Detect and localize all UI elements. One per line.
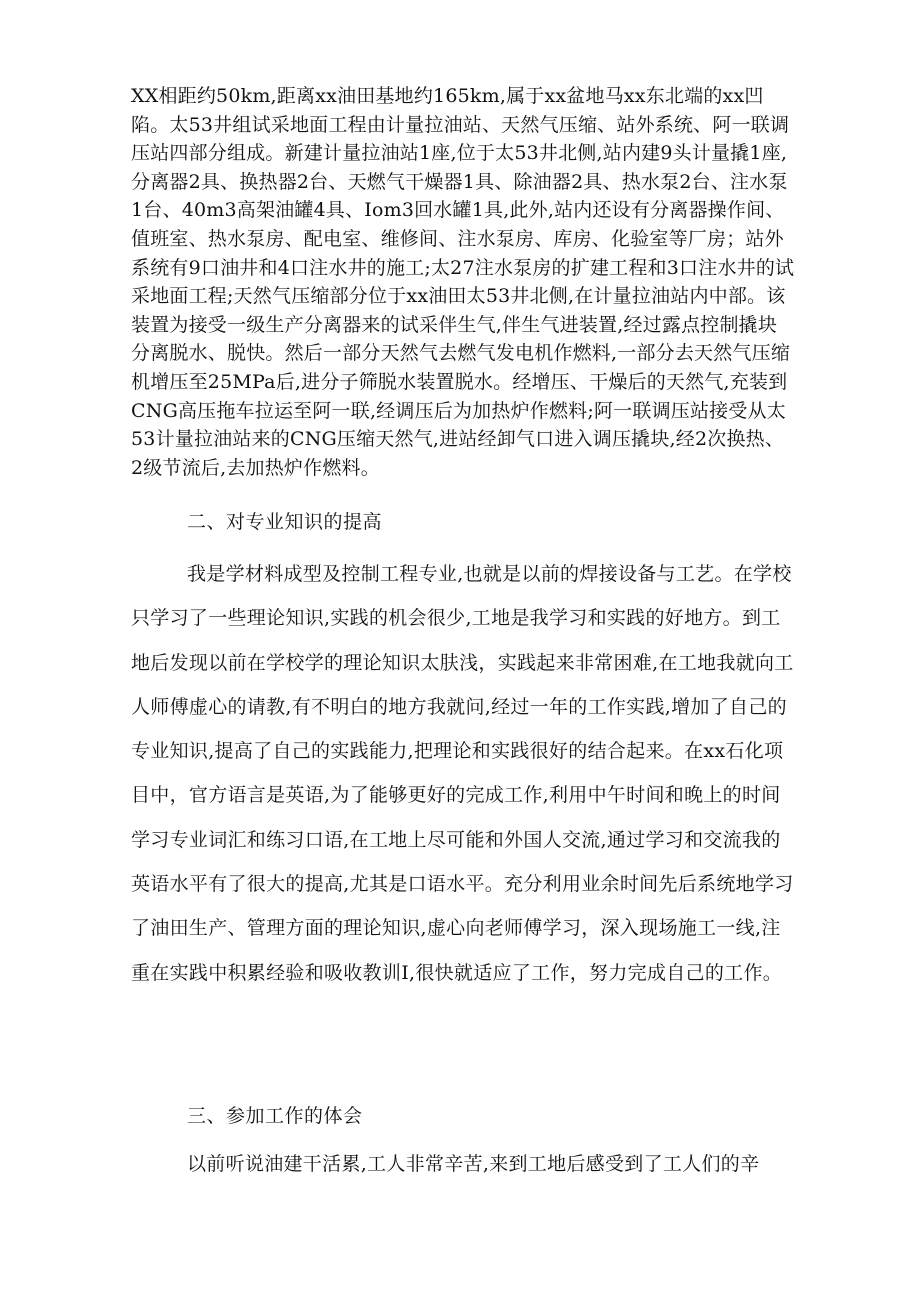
body-paragraph-professional-knowledge: 我是学材料成型及控制工程专业,也就是以前的焊接设备与工艺。在学校只学习了一些理论知识,实践的机会很少,工地是我学习和实践的好地方。到工地后发现以前在学校学的理论知识太肤浅，实践起来非常困难,在工地我就向工人师傅虚心的请教,有不明白的地方我就问,经过一年的工作实践,增加了自己的专业知识,提高了自己的实践能力,把理论和实践很好的结合起来。在xx石化项目中，官方语言是英语,为了能够更好的完成工作,利用中午时间和晚上的时间学习专业词汇和练习口语,在工地上尽可能和外国人交流,通过学习和交流我的英语水平有了很大的提高,尤其是口语水平。充分利用业余时间先后系统地学习了油田生产、管理方面的理论知识,虚心向老师傅学习，深入现场施工一线,注重在实践中积累经验和吸收教训I,很快就适应了工作，努力完成自己的工作。	[131, 563, 794, 984]
section-heading-professional-knowledge: 二、对专业知识的提高	[187, 511, 383, 533]
section-heading-work-experience: 三、参加工作的体会	[187, 1105, 363, 1127]
body-paragraph-project-description: XX相距约50km,距离xx油田基地约165km,属于xx盆地马xx东北端的xx凹陷。太53井组试采地面工程由计量拉油站、天然气压缩、站外系统、阿一联调压站四部分组成。新建计量拉油站1座,位于太53井北侧,站内建9头计量撬1座,分离器2具、换热器2台、天燃气干燥器1具、除油器2具、热水泵2台、注水泵1台、40m3高架油罐4具、Iom3回水罐1具,此外,站内还设有分离器操作间、值班室、热水泵房、配电室、维修间、注水泵房、库房、化验室等厂房；站外系统有9口油井和4口注水井的施工;太27注水泵房的扩建工程和3口注水井的试采地面工程;天然气压缩部分位于xx油田太53井北侧,在计量拉油站内中部。该装置为接受一级生产分离器来的试采伴生气,伴生气进装置,经过露点控制撬块分离脱水、脱快。然后一部分天然气去燃气发电机作燃料,一部分去天然气压缩机增压至25MPa后,进分子筛脱水装置脱水。经增压、干燥后的天然气,充装到CNG高压拖车拉运至阿一联,经调压后为加热炉作燃料;阿一联调压站接受从太53计量拉油站来的CNG压缩天然气,进站经卸气口进入调压撬块,经2次换热、2级节流后,去加热炉作燃料。	[131, 85, 795, 479]
body-paragraph-work-experience: 以前听说油建干活累,工人非常辛苦,来到工地后感受到了工人们的辛	[187, 1153, 760, 1175]
